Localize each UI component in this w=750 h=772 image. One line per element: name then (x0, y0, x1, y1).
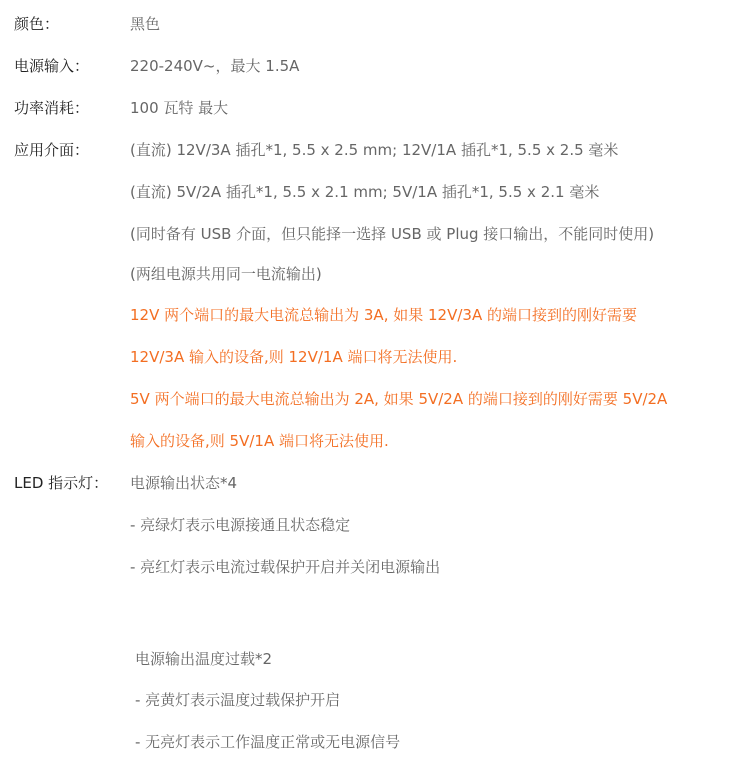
led-temperature-status: 电源输出温度过载*2 (135, 650, 273, 668)
interface-line: (两组电源共用同一电流输出) (130, 265, 322, 283)
power-input-value: 220-240V~，最大 1.5A (130, 57, 300, 75)
interface-note: 5V 两个端口的最大电流总输出为 2A, 如果 5V/2A 的端口接到的刚好需要 5V/2A (130, 390, 668, 408)
led-output-item: - 亮红灯表示电流过载保护开启并关闭电源输出 (130, 558, 441, 576)
interface-line: (直流) 5V/2A 插孔*1, 5.5 x 2.1 mm; 5V/1A 插孔*1, 5.5 x 2.1 毫米 (130, 183, 600, 201)
led-output-item: - 亮绿灯表示电源接通且状态稳定 (130, 516, 351, 534)
power-consumption-value: 100 瓦特 最大 (130, 99, 229, 117)
color-value: 黑色 (130, 15, 161, 33)
power-input-label: 电源输入： (14, 57, 90, 75)
interface-note: 12V 两个端口的最大电流总输出为 3A, 如果 12V/3A 的端口接到的刚好需要 (130, 306, 637, 324)
power-consumption-label: 功率消耗： (14, 99, 90, 117)
led-label: LED 指示灯： (14, 474, 109, 492)
color-label: 颜色： (14, 15, 60, 33)
interface-line: (直流) 12V/3A 插孔*1, 5.5 x 2.5 mm; 12V/1A 插孔*1, 5.5 x 2.5 毫米 (130, 141, 619, 159)
interface-note: 输入的设备,则 5V/1A 端口将无法使用. (130, 432, 389, 450)
led-output-status: 电源输出状态*4 (130, 474, 238, 492)
led-temperature-item: - 亮黄灯表示温度过载保护开启 (135, 691, 341, 709)
led-temperature-item: - 无亮灯表示工作温度正常或无电源信号 (135, 733, 401, 751)
interface-note: 12V/3A 输入的设备,则 12V/1A 端口将无法使用. (130, 348, 458, 366)
interface-label: 应用介面： (14, 141, 90, 159)
interface-line: (同时备有 USB 介面，但只能择一选择 USB 或 Plug 接口输出，不能同时使用) (130, 225, 655, 243)
